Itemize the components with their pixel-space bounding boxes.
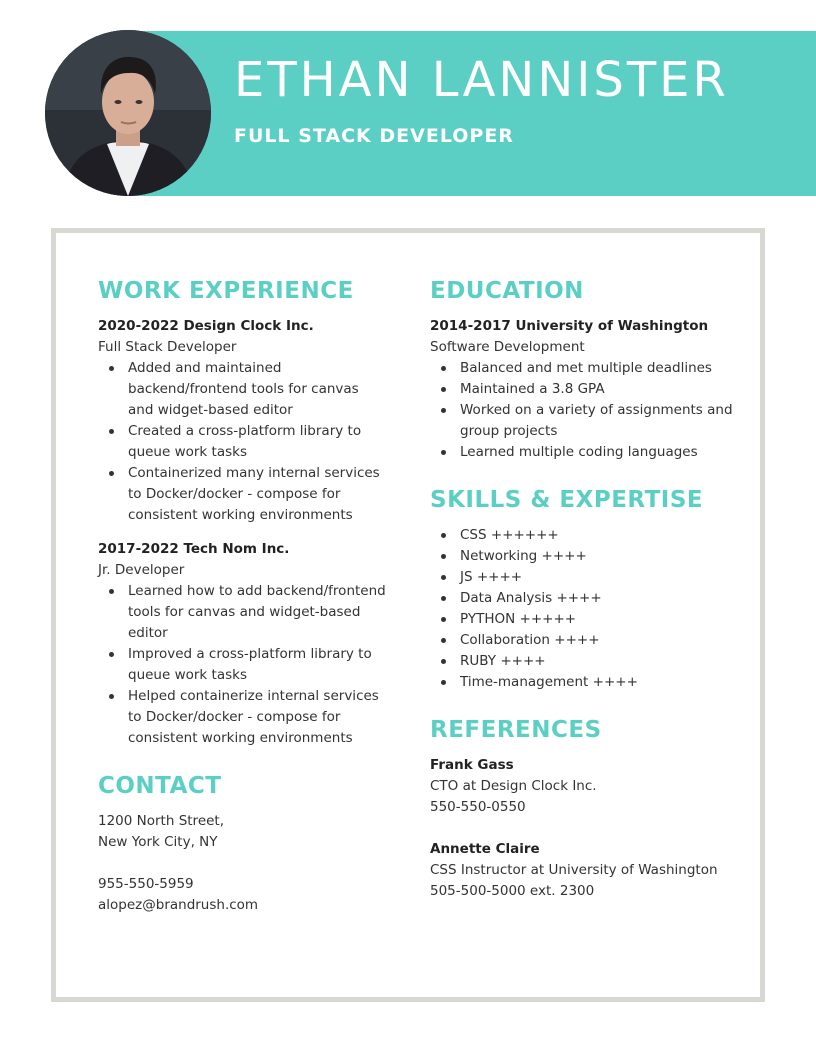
candidate-role: FULL STACK DEVELOPER	[234, 125, 514, 147]
bullet-item: Added and maintained backend/frontend tools for canvas and widget-based editor	[128, 358, 388, 421]
bullet-item: Improved a cross-platform library to queue work tasks	[128, 644, 388, 686]
reference-name: Frank Gass	[430, 757, 514, 773]
job-position: Full Stack Developer	[98, 339, 237, 355]
education-heading: EDUCATION	[430, 278, 584, 304]
skill-item: Networking ++++	[460, 546, 740, 567]
contact-address-line1: 1200 North Street,	[98, 813, 225, 829]
job-entry	[98, 539, 388, 749]
bullet-item: Balanced and met multiple deadlines	[460, 358, 740, 379]
work-experience-heading: WORK EXPERIENCE	[98, 278, 354, 304]
bullet-item: Maintained a 3.8 GPA	[460, 379, 740, 400]
education-program: Software Development	[430, 339, 585, 355]
reference-phone: 550-550-0550	[430, 799, 526, 815]
contact-heading: CONTACT	[98, 773, 222, 799]
skills-heading: SKILLS & EXPERTISE	[430, 487, 704, 513]
references-heading: REFERENCES	[430, 717, 602, 743]
education-title: 2014-2017 University of Washington	[430, 318, 709, 334]
bullet-item: Learned multiple coding languages	[460, 442, 740, 463]
job-title: 2020-2022 Design Clock Inc.	[98, 318, 314, 334]
job-position: Jr. Developer	[98, 562, 185, 578]
candidate-name: ETHAN LANNISTER	[234, 52, 729, 108]
bullet-item: Worked on a variety of assignments and group projects	[460, 400, 740, 442]
reference-phone: 505-500-5000 ext. 2300	[430, 883, 595, 899]
reference-name: Annette Claire	[430, 841, 540, 857]
skill-item: Time-management ++++	[460, 672, 740, 693]
skill-item: Data Analysis ++++	[460, 588, 740, 609]
contact-phone: 955-550-5959	[98, 876, 194, 892]
reference-role: CSS Instructor at University of Washington	[430, 862, 718, 878]
resume-panel	[51, 228, 765, 1002]
reference-entry	[430, 839, 740, 902]
profile-photo	[45, 30, 211, 196]
skill-item: Collaboration ++++	[460, 630, 740, 651]
skill-item: PYTHON +++++	[460, 609, 740, 630]
reference-entry	[430, 755, 740, 818]
job-bullets	[98, 358, 388, 526]
bullet-item: Helped containerize internal services to Docker/docker - compose for consistent working environments	[128, 686, 388, 749]
bullet-item: Learned how to add backend/frontend tools for canvas and widget-based editor	[128, 581, 388, 644]
bullet-item: Created a cross-platform library to queue work tasks	[128, 421, 388, 463]
job-title: 2017-2022 Tech Nom Inc.	[98, 541, 290, 557]
contact-address-line2: New York City, NY	[98, 834, 218, 850]
education-entry	[430, 316, 740, 463]
right-column	[430, 233, 740, 902]
skills-list	[430, 525, 740, 693]
person-photo-icon	[45, 30, 211, 196]
skill-item: RUBY ++++	[460, 651, 740, 672]
skill-item: JS ++++	[460, 567, 740, 588]
contact-block	[98, 811, 388, 916]
skill-item: CSS ++++++	[460, 525, 740, 546]
contact-email: alopez@brandrush.com	[98, 897, 259, 913]
left-column	[98, 233, 388, 916]
bullet-item: Containerized many internal services to Docker/docker - compose for consistent working environments	[128, 463, 388, 526]
job-entry	[98, 316, 388, 526]
education-bullets	[430, 358, 740, 463]
reference-role: CTO at Design Clock Inc.	[430, 778, 597, 794]
job-bullets	[98, 581, 388, 749]
